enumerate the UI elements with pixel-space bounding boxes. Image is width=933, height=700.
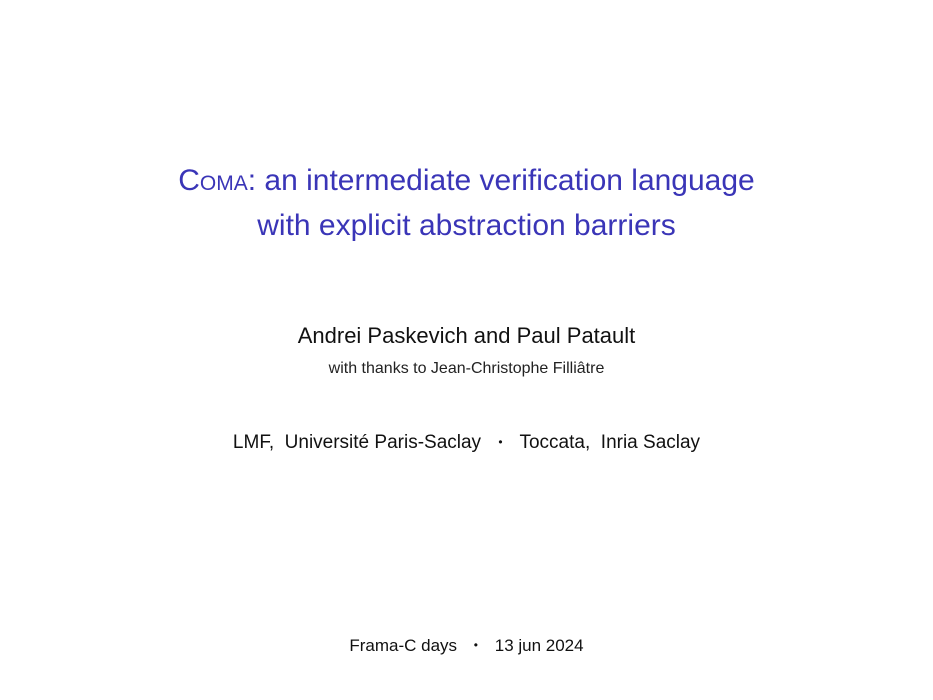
footer-separator-dot: • [473,638,478,652]
affiliations [0,430,933,457]
title-line-1 [0,158,933,203]
footer-date: 13 jun 2024 [494,636,584,655]
separator-dot: • [498,435,503,449]
title-line-1-rest: : an intermediate verification language [247,164,755,197]
affiliation-lmf: LMF, Université Paris-Saclay [232,432,482,453]
authors: Andrei Paskevich and Paul Patault [297,323,636,348]
acknowledgement: with thanks to Jean-Christophe Filliâtre [328,360,605,377]
affiliation-inria: Toccata, Inria Saclay [519,432,701,453]
footer-event: Frama-C days [349,636,458,655]
footer [0,634,933,659]
slide-title [0,158,933,248]
title-language-name: Coma [178,164,248,197]
title-line-2: with explicit abstraction barriers [257,209,676,242]
